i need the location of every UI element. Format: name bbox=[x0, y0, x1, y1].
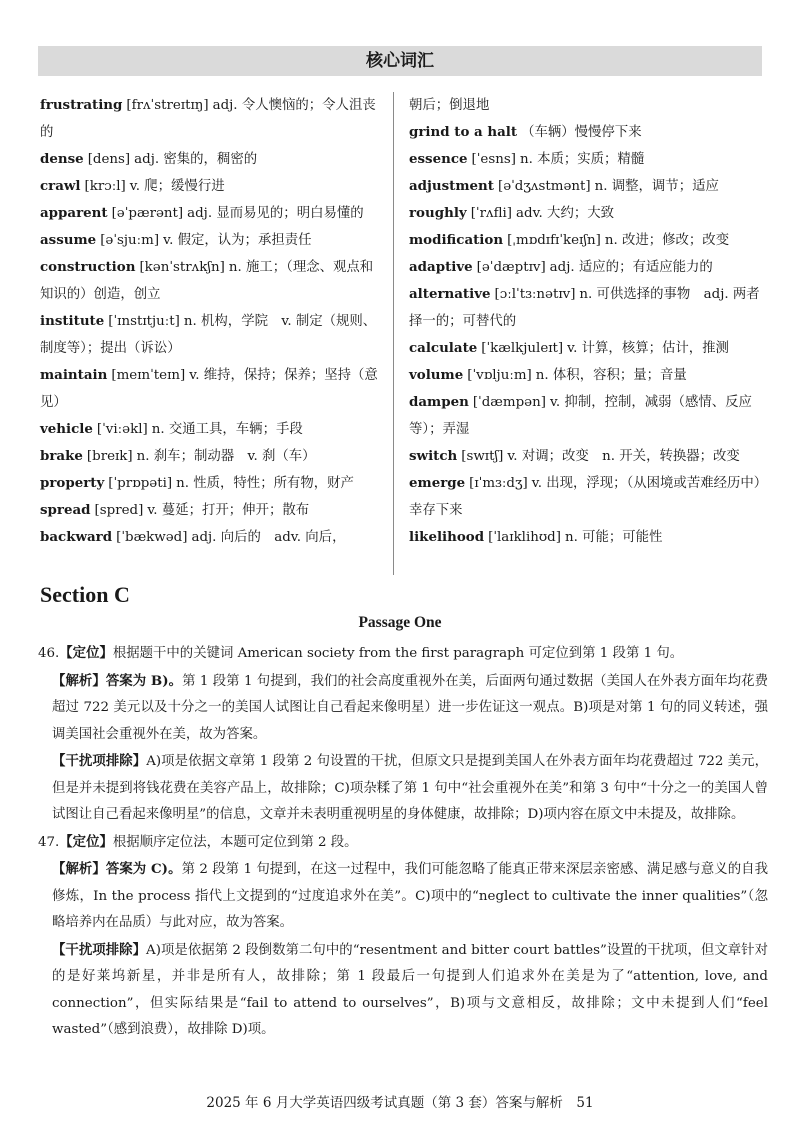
vocab-continuation: 朝后；倒退地 bbox=[409, 98, 490, 113]
vocab-word: property bbox=[40, 475, 105, 491]
vocab-phonetic: [əˈpærənt] bbox=[111, 206, 184, 221]
vocab-entry bbox=[40, 470, 380, 497]
question-number: 47. bbox=[38, 834, 60, 850]
exclude-paragraph bbox=[38, 937, 768, 1044]
vocab-word: dense bbox=[40, 151, 84, 167]
vocab-definition: adv. 大约；大致 bbox=[516, 206, 615, 221]
vocab-entry bbox=[40, 362, 380, 416]
vocab-definition: adj. 向后的 adv. 向后， bbox=[191, 530, 346, 545]
vocab-entry bbox=[40, 254, 380, 308]
locate-paragraph bbox=[38, 640, 768, 668]
column-divider bbox=[393, 92, 394, 575]
vocab-list-left bbox=[40, 92, 380, 551]
vocab-entry bbox=[40, 443, 380, 470]
question-46 bbox=[38, 640, 768, 829]
vocab-definition: n. 改进；修改；改变 bbox=[604, 233, 730, 248]
vocab-word: construction bbox=[40, 259, 136, 275]
vocab-entry bbox=[409, 200, 765, 227]
vocab-word: adaptive bbox=[409, 259, 473, 275]
vocab-word: modification bbox=[409, 232, 504, 248]
vocab-phonetic: [ˈprɒpəti] bbox=[108, 476, 173, 491]
vocab-word: apparent bbox=[40, 205, 108, 221]
vocab-entry bbox=[40, 92, 380, 146]
vocab-word: adjustment bbox=[409, 178, 494, 194]
vocab-entry bbox=[409, 146, 765, 173]
exclude-text: A)项是依据文章第 1 段第 2 句设置的干扰，但原文只是提到美国人在外表方面年均花费超过 722 美元，但是并未提到将钱花费在美容产品上，故排除；C)项杂糅了第 1 句中“社会重视外在美”和第 3 句中“十分之一的美国人曾试图让自己看起来像明星”的信息，文章并未表明重视明星的身体健康，故排除；D)项内容在原文中未提及，故排除。 bbox=[52, 754, 769, 822]
locate-paragraph bbox=[38, 829, 768, 857]
vocab-definition: v. 爬；缓慢行进 bbox=[129, 179, 225, 194]
question-47 bbox=[38, 829, 768, 1044]
vocab-definition: v. 维持，保持；保养；坚持（意见） bbox=[40, 368, 378, 410]
vocab-entry bbox=[409, 470, 765, 524]
vocab-word: maintain bbox=[40, 367, 108, 383]
vocab-entry bbox=[409, 227, 765, 254]
vocab-entry bbox=[409, 254, 765, 281]
analysis-text: 第 2 段第 1 句提到，在这一过程中，我们可能忽略了能真正带来深层亲密感、满足感与意义的自我修炼，In the process 指代上文提到的“过度追求外在美”。C)项中的“neglect to cultivate the inner qualities”（忽略培养内在品质）与此对应，故为答案。 bbox=[52, 862, 769, 930]
vocab-phonetic: [ˈlaɪklihʊd] bbox=[488, 530, 561, 545]
exclude-paragraph bbox=[38, 748, 768, 829]
vocab-phonetic: [ˈɪnstɪtjuːt] bbox=[108, 314, 180, 329]
vocab-word: backward bbox=[40, 529, 113, 545]
vocab-phonetic: [ˈkælkjuleɪt] bbox=[481, 341, 564, 356]
vocab-entry bbox=[409, 362, 765, 389]
locate-tag: 【定位】 bbox=[59, 833, 113, 850]
vocab-word: likelihood bbox=[409, 529, 485, 545]
vocab-phonetic: [krɔːl] bbox=[84, 179, 126, 194]
vocab-definition: adj. 显而易见的；明白易懂的 bbox=[187, 206, 364, 221]
locate-text: 根据顺序定位法，本题可定位到第 2 段。 bbox=[112, 834, 358, 850]
vocab-definition: n. 可供选择的事物 adj. 两者择一的；可替代的 bbox=[409, 287, 760, 329]
vocab-word: dampen bbox=[409, 394, 469, 410]
analysis-paragraph bbox=[38, 856, 768, 937]
vocab-entry bbox=[40, 416, 380, 443]
vocab-definition: n. 可能；可能性 bbox=[564, 530, 663, 545]
vocab-definition: adj. 令人懊恼的；令人沮丧的 bbox=[40, 98, 376, 140]
vocab-entry bbox=[40, 200, 380, 227]
vocab-phonetic: [əˈdʒʌstmənt] bbox=[497, 179, 591, 194]
vocab-definition: n. 刹车；制动器 v. 刹（车） bbox=[136, 449, 316, 464]
vocab-entry bbox=[409, 443, 765, 470]
vocab-word: switch bbox=[409, 448, 458, 464]
vocab-phonetic: [kənˈstrʌkʃn] bbox=[139, 260, 225, 275]
locate-text: 根据题干中的关键词 American society from the first paragraph 可定位到第 1 段第 1 句。 bbox=[112, 646, 684, 661]
vocab-definition: n. 体积，容积；量；音量 bbox=[535, 368, 687, 383]
vocab-entry bbox=[40, 497, 380, 524]
locate-tag: 【定位】 bbox=[59, 645, 113, 661]
vocab-entry bbox=[40, 227, 380, 254]
vocab-word: grind to a halt bbox=[409, 124, 518, 140]
vocab-word: brake bbox=[40, 448, 83, 464]
vocab-definition: adj. 密集的，稠密的 bbox=[134, 152, 258, 167]
vocab-definition: v. 出现，浮现；（从困境或苦难经历中）幸存下来 bbox=[409, 476, 761, 518]
exclude-tag: 【干扰项排除】 bbox=[52, 753, 147, 769]
analysis-tag: 【解析】 bbox=[52, 861, 106, 877]
vocab-phonetic: [ˈbækwəd] bbox=[116, 530, 188, 545]
analysis-answer: 答案为 B)。 bbox=[105, 672, 183, 689]
vocab-definition: n. 施工；（理念、观点和知识的）创造，创立 bbox=[40, 260, 374, 302]
vocab-phonetic: [ˈrʌfli] bbox=[470, 206, 513, 221]
vocab-word: crawl bbox=[40, 178, 81, 194]
vocab-word: spread bbox=[40, 502, 91, 518]
vocab-phonetic: [ˈdæmpən] bbox=[472, 395, 546, 410]
vocab-definition: n. 调整，调节；适应 bbox=[594, 179, 719, 194]
vocab-entry bbox=[40, 524, 380, 551]
analysis-paragraph bbox=[38, 668, 768, 749]
banner-title: 核心词汇 bbox=[38, 46, 762, 76]
vocab-word: emerge bbox=[409, 475, 466, 491]
vocab-word: institute bbox=[40, 313, 105, 329]
vocab-phonetic: [meɪnˈteɪn] bbox=[111, 368, 186, 383]
vocab-entry bbox=[409, 119, 765, 146]
vocab-definition: v. 假定，认为；承担责任 bbox=[163, 233, 312, 248]
answer-explanations bbox=[38, 640, 768, 1044]
vocab-phonetic: [frʌˈstreɪtɪŋ] bbox=[126, 98, 209, 113]
vocab-word: volume bbox=[409, 367, 464, 383]
vocab-definition: n. 性质，特性；所有物，财产 bbox=[176, 476, 354, 491]
vocab-phonetic: [ˌmɒdɪfɪˈkeɪʃn] bbox=[507, 233, 601, 248]
analysis-tag: 【解析】 bbox=[52, 672, 106, 689]
vocab-entry bbox=[409, 173, 765, 200]
vocab-entry bbox=[40, 308, 380, 362]
vocab-entry bbox=[409, 281, 765, 335]
vocab-phonetic: [ɔːlˈtɜːnətɪv] bbox=[494, 287, 576, 302]
section-heading: Section C bbox=[40, 582, 130, 607]
analysis-answer: 答案为 C)。 bbox=[105, 861, 182, 877]
vocab-word: assume bbox=[40, 232, 97, 248]
vocab-definition: （车辆）慢慢停下来 bbox=[521, 125, 642, 140]
vocab-phonetic: [ˈviːəkl] bbox=[96, 422, 148, 437]
vocab-phonetic: [dens] bbox=[87, 152, 131, 167]
vocab-word: calculate bbox=[409, 340, 478, 356]
vocab-phonetic: [spred] bbox=[94, 503, 144, 518]
vocab-entry bbox=[40, 173, 380, 200]
analysis-text: 第 1 段第 1 句提到，我们的社会高度重视外在美，后面两句通过数据（美国人在外表方面年均花费超过 722 美元以及十分之一的美国人试图让自己看起来像明星）进一步佐证这一观点。B)项是对第 1 句的同义转述，强调美国社会重视外在美，故为答案。 bbox=[52, 673, 768, 742]
vocab-definition: v. 抑制，控制，减弱（感情、反应等）；弄湿 bbox=[409, 395, 752, 437]
page-footer: 2025 年 6 月大学英语四级考试真题（第 3 套）答案与解析 51 bbox=[206, 1095, 594, 1111]
vocab-phonetic: [swɪtʃ] bbox=[461, 449, 504, 464]
exclude-tag: 【干扰项排除】 bbox=[52, 941, 147, 958]
vocab-word: vehicle bbox=[40, 421, 93, 437]
passage-heading: Passage One bbox=[358, 614, 442, 631]
vocab-list-right bbox=[409, 92, 765, 551]
vocab-definition: v. 计算，核算；估计，推测 bbox=[567, 341, 729, 356]
vocab-entry bbox=[409, 335, 765, 362]
vocab-word: roughly bbox=[409, 205, 467, 221]
vocab-definition: adj. 适应的；有适应能力的 bbox=[549, 260, 713, 275]
exclude-text: A)项是依据第 2 段倒数第二句中的“resentment and bitter court battles”设置的干扰项，但文章针对的是好莱坞新星，并非是所有人，故排除；第 1 段最后一句提到人们追求外在美是为了“attention, love, and connection”，但实际结果是“fail to attend to ourselves”，B)项与文意相反，故排除；文中未提到人们“feel wasted”（感到浪费），故排除 D)项。 bbox=[52, 942, 769, 1037]
vocab-definition: v. 蔓延；打开；伸开；散布 bbox=[147, 503, 310, 518]
vocab-phonetic: [ˈesns] bbox=[471, 152, 516, 167]
vocab-word: alternative bbox=[409, 286, 491, 302]
vocab-definition: n. 机构，学院 v. 制定（规则、制度等）；提出（诉讼） bbox=[40, 314, 377, 356]
vocab-entry bbox=[409, 524, 765, 551]
vocab-entry bbox=[40, 146, 380, 173]
vocab-entry bbox=[409, 389, 765, 443]
vocab-definition: n. 交通工具，车辆；手段 bbox=[151, 422, 303, 437]
vocab-phonetic: [ɪˈmɜːdʒ] bbox=[469, 476, 528, 491]
vocab-word: essence bbox=[409, 151, 468, 167]
vocab-phonetic: [ˈvɒljuːm] bbox=[467, 368, 532, 383]
vocab-definition: v. 对调；改变 n. 开关，转换器；改变 bbox=[507, 449, 740, 464]
vocab-phonetic: [əˈdæptɪv] bbox=[476, 260, 546, 275]
vocab-phonetic: [breɪk] bbox=[86, 449, 133, 464]
vocab-word: frustrating bbox=[40, 97, 123, 113]
vocab-definition: n. 本质；实质；精髓 bbox=[519, 152, 645, 167]
vocab-phonetic: [əˈsjuːm] bbox=[100, 233, 160, 248]
question-number: 46. bbox=[38, 646, 60, 661]
